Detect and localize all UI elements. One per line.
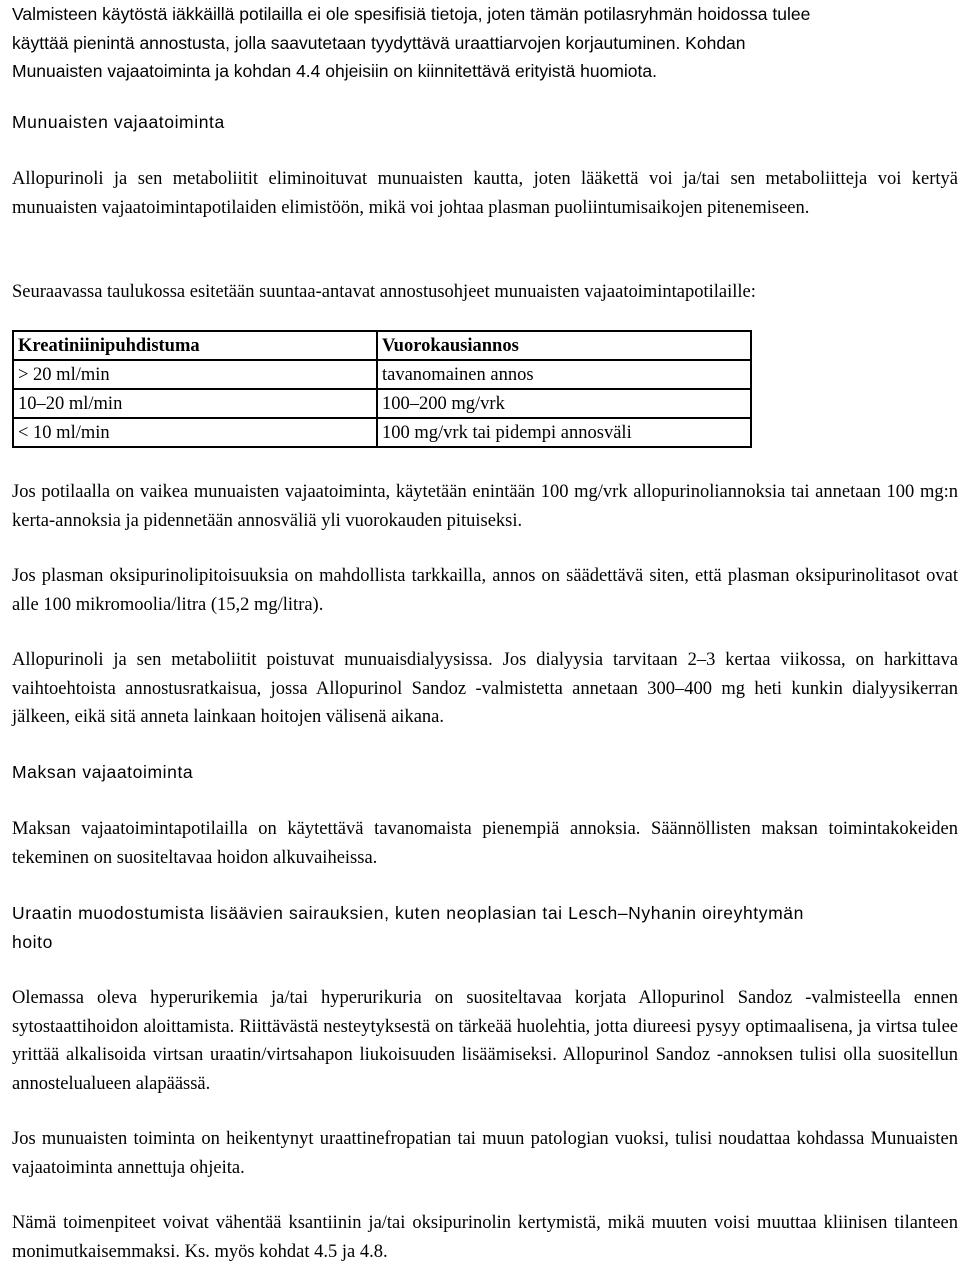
- table-cell: > 20 ml/min: [13, 360, 377, 389]
- table-header-row: [13, 331, 751, 360]
- heading-urate-line-1: Uraatin muodostumista lisäävien sairauksien, kuten neoplasian tai Lesch–Nyhanin oireyhtymän: [12, 903, 804, 923]
- table-cell: 100 mg/vrk tai pidempi annosväli: [377, 418, 751, 447]
- heading-renal-impairment: Munuaisten vajaatoiminta: [12, 112, 225, 132]
- table-intro-paragraph: Seuraavassa taulukossa esitetään suuntaa-antavat annostusohjeet munuaisten vajaatoimintapotilaille:: [12, 282, 756, 302]
- hyperuricemia-paragraph: Olemassa oleva hyperurikemia ja/tai hyperurikuria on suositeltavaa korjata Allopurinol Sandoz -valmisteella ennen sytostaattihoidon aloittamista. Riittävästä nesteytyksestä on tärkeää huolehtia, jotta diureesi pysyy optimaalisena, ja virtsa tulee yrittää alkalisoida virtsan uraatin/virtsahapon liukoisuuden lisäämiseksi. Allopurinol Sandoz -annoksen tulisi olla suositellun annostelualueen alapäässä.: [12, 988, 958, 1095]
- table-cell: tavanomainen annos: [377, 360, 751, 389]
- table-cell: 10–20 ml/min: [13, 389, 377, 418]
- hepatic-paragraph: Maksan vajaatoimintapotilailla on käytettävä tavanomaista pienempiä annoksia. Säännöllisten maksan toimintakokeiden tekeminen on suositeltavaa hoidon alkuvaiheissa.: [12, 819, 958, 868]
- table-row: [13, 360, 751, 389]
- severe-renal-paragraph: Jos potilaalla on vaikea munuaisten vajaatoiminta, käytetään enintään 100 mg/vrk allopurinoliannoksia tai annetaan 100 mg:n kerta-annoksia ja pidennetään annosväliä yli vuorokauden pituiseksi.: [12, 482, 958, 531]
- column-header-daily-dose: Vuorokausiannos: [377, 331, 751, 360]
- table-row: [13, 389, 751, 418]
- intro-paragraph: [12, 0, 958, 86]
- table-row: [13, 418, 751, 447]
- renal-elimination-paragraph: Allopurinoli ja sen metaboliitit eliminoituvat munuaisten kautta, joten lääkettä voi ja/tai sen metaboliitteja voi kertyä munuaisten vajaatoimintapotilaiden elimistöön, mikä voi johtaa plasman puoliintumisaikojen pitenemiseen.: [12, 169, 958, 218]
- table-cell: 100–200 mg/vrk: [377, 389, 751, 418]
- intro-line-1: Valmisteen käytöstä iäkkäillä potilailla ei ole spesifisiä tietoja, joten tämän potilasryhmän hoidossa tulee: [12, 4, 811, 24]
- xanthine-paragraph: Nämä toimenpiteet voivat vähentää ksantiinin ja/tai oksipurinolin kertymistä, mikä muuten voisi muuttaa kliinisen tilanteen monimutkaisemmaksi. Ks. myös kohdat 4.5 ja 4.8.: [12, 1213, 958, 1262]
- oxipurinol-monitoring-paragraph: Jos plasman oksipurinolipitoisuuksia on mahdollista tarkkailla, annos on säädettävä siten, että plasman oksipurinolitasot ovat alle 100 mikromoolia/litra (15,2 mg/litra).: [12, 566, 958, 615]
- intro-line-3: Munuaisten vajaatoiminta ja kohdan 4.4 ohjeisiin on kiinnitettävä erityistä huomiota.: [12, 61, 657, 82]
- urate-nephropathy-paragraph: Jos munuaisten toiminta on heikentynyt uraattinefropatian tai muun patologian vuoksi, tulisi noudattaa kohdassa Munuaisten vajaatoiminta annettuja ohjeita.: [12, 1129, 958, 1178]
- heading-hepatic-impairment: Maksan vajaatoiminta: [12, 762, 194, 782]
- heading-urate-disorders: [12, 899, 958, 956]
- dosage-table: [12, 330, 752, 448]
- dialysis-paragraph: Allopurinoli ja sen metaboliitit poistuvat munuaisdialyysissa. Jos dialyysia tarvitaan 2–3 kertaa viikossa, on harkittava vaihtoehtoista annostusratkaisua, jossa Allopurinol Sandoz -valmistetta annetaan 300–400 mg heti kunkin dialyysikerran jälkeen, eikä sitä anneta lainkaan hoitojen välisenä aikana.: [12, 650, 958, 728]
- heading-urate-line-2: hoito: [12, 931, 53, 952]
- intro-line-2: käyttää pienintä annostusta, jolla saavutetaan tyydyttävä uraattiarvojen korjautuminen. Kohdan: [12, 32, 746, 53]
- column-header-creatinine-clearance: Kreatiniinipuhdistuma: [13, 331, 377, 360]
- table-cell: < 10 ml/min: [13, 418, 377, 447]
